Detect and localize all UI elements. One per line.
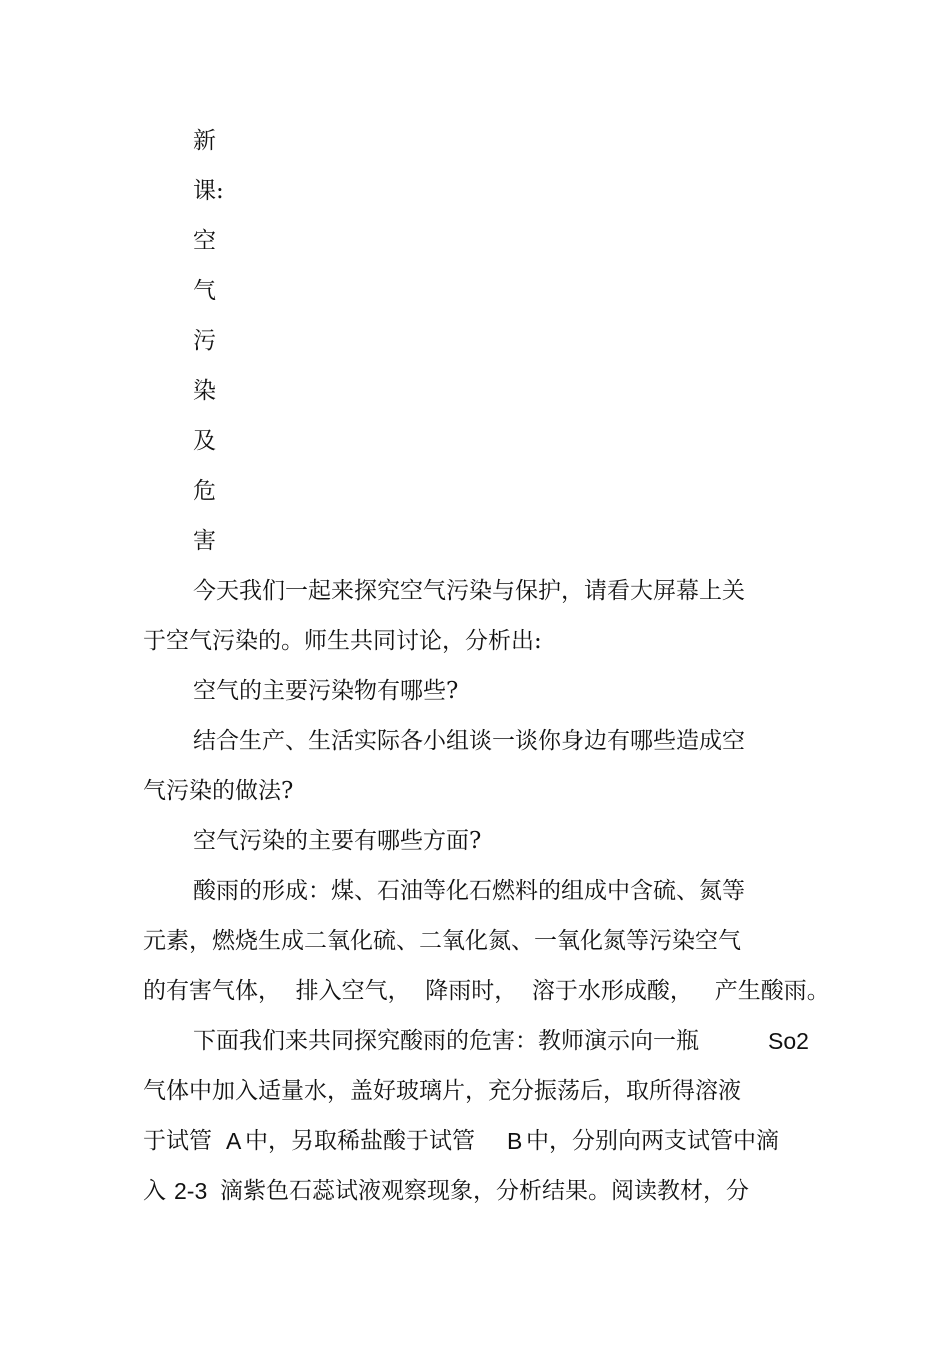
heading-char: 危	[193, 478, 216, 504]
heading-char: 害	[193, 528, 216, 554]
body-line: 今天我们一起来探究空气污染与保护，请看大屏幕上关	[193, 578, 745, 604]
body-line-segment: 入	[143, 1178, 166, 1204]
heading-char: 气	[193, 278, 216, 304]
heading-char: 新	[193, 128, 216, 154]
body-line-segment: 中，另取稀盐酸于试管	[245, 1128, 475, 1154]
formula-so2: So2	[768, 1028, 809, 1054]
heading-char: 空	[193, 228, 216, 254]
body-line: 的有害气体， 排入空气， 降雨时， 溶于水形成酸， 产生酸雨。	[143, 978, 830, 1004]
body-line-segment: 中，分别向两支试管中滴	[526, 1128, 779, 1154]
body-line: 气体中加入适量水，盖好玻璃片，充分振荡后，取所得溶液	[143, 1078, 741, 1104]
body-line: 空气污染的主要有哪些方面?	[193, 828, 482, 854]
body-line-segment: 于试管	[143, 1128, 212, 1154]
tube-label-a: A	[226, 1128, 242, 1154]
body-line: 元素，燃烧生成二氧化硫、二氧化氮、一氧化氮等污染空气	[143, 928, 741, 954]
body-line: 结合生产、生活实际各小组谈一谈你身边有哪些造成空	[193, 728, 745, 754]
body-line: 酸雨的形成：煤、石油等化石燃料的组成中含硫、氮等	[193, 878, 745, 904]
drop-count: 2-3	[174, 1178, 208, 1204]
body-line: 气污染的做法?	[143, 778, 294, 804]
body-line: 于空气污染的。师生共同讨论，分析出:	[143, 628, 542, 654]
heading-char: 染	[193, 378, 216, 404]
body-line: 空气的主要污染物有哪些?	[193, 678, 459, 704]
heading-char: 污	[193, 328, 216, 354]
tube-label-b: B	[507, 1128, 523, 1154]
heading-char: 及	[193, 428, 216, 454]
body-line: 下面我们来共同探究酸雨的危害：教师演示向一瓶	[193, 1028, 699, 1054]
heading-char: 课:	[193, 178, 224, 204]
body-line-segment: 滴紫色石蕊试液观察现象，分析结果。阅读教材，分	[220, 1178, 749, 1204]
